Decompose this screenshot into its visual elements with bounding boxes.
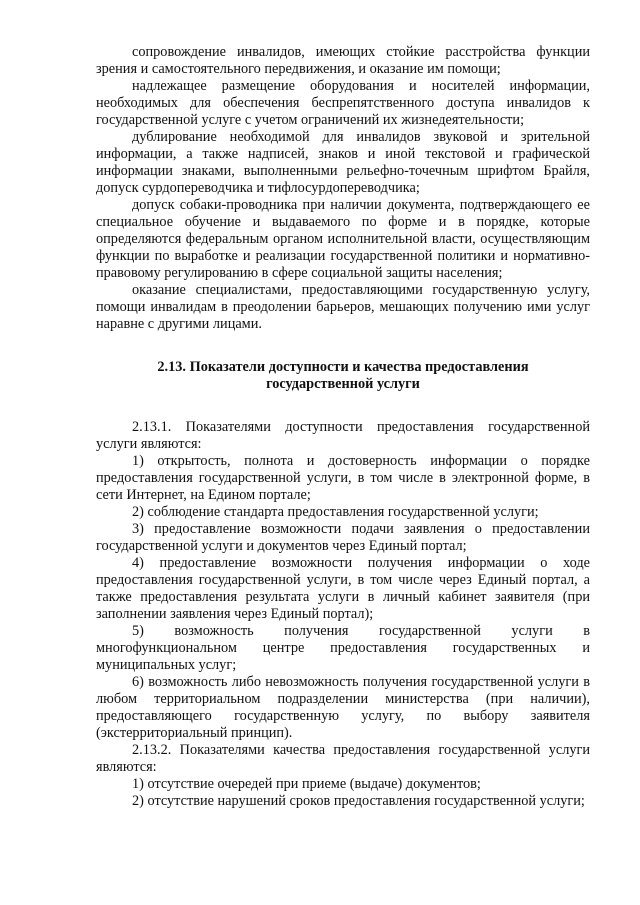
list-item-access-6: 6) возможность либо невозможность получения государственной услуги в любом территориальном подразделении министерства (при наличии), предоставляющего государственную услугу, по выбору заявителя (экстерриториальный принцип). <box>96 674 590 741</box>
list-item-access-1: 1) открытость, полнота и достоверность информации о порядке предоставления государственной услуги, в том числе в электронной форме, в сети Интернет, на Едином портале; <box>96 453 590 503</box>
paragraph-2-13-1: 2.13.1. Показателями доступности предоставления государственной услуги являются: <box>96 419 590 452</box>
list-item-quality-1: 1) отсутствие очередей при приеме (выдаче) документов; <box>132 776 481 792</box>
list-item-quality-2: 2) отсутствие нарушений сроков предоставления государственной услуги; <box>132 793 585 809</box>
paragraph-escort-disabled: сопровождение инвалидов, имеющих стойкие расстройства функции зрения и самостоятельного передвижения, и оказание им помощи; <box>96 44 590 77</box>
paragraph-equipment-placement: надлежащее размещение оборудования и носителей информации, необходимых для обеспечения беспрепятственного доступа инвалидов к государственной услуге с учетом ограничений их жизнедеятельности; <box>96 78 590 128</box>
paragraph-2-13-2: 2.13.2. Показателями качества предоставления государственной услуги являются: <box>96 742 590 775</box>
list-item-access-5: 5) возможность получения государственной услуги в многофункциональном центре предоставления государственных и муниципальных услуг; <box>96 623 590 673</box>
paragraph-guide-dog: допуск собаки-проводника при наличии документа, подтверждающего ее специальное обучение и выдаваемого по форме и в порядке, которые определяются федеральным органом исполнительной власти, осуществляющим функции по выработке и реализации государственной политики и нормативно-правовому регулированию в сфере социальной защиты населения; <box>96 197 590 281</box>
page-content <box>96 44 590 810</box>
paragraph-braille-duplication: дублирование необходимой для инвалидов звуковой и зрительной информации, а также надписей, знаков и иной текстовой и графической информации знаками, выполненными рельефно-точечным шрифтом Брайля, допуск сурдопереводчика и тифлосурдопереводчика; <box>96 129 590 196</box>
list-item-access-2: 2) соблюдение стандарта предоставления государственной услуги; <box>132 504 539 520</box>
paragraph-specialist-assistance: оказание специалистами, предоставляющими государственную услугу, помощи инвалидам в преодолении барьеров, мешающих получению ими услуг наравне с другими лицами. <box>96 282 590 332</box>
spacer <box>96 393 590 419</box>
section-title-line-2: государственной услуги <box>266 376 420 392</box>
section-title-line-1: 2.13. Показатели доступности и качества предоставления <box>157 359 529 375</box>
list-item-access-3: 3) предоставление возможности подачи заявления о предоставлении государственной услуги и документов через Единый портал; <box>96 521 590 554</box>
list-item-access-4: 4) предоставление возможности получения информации о ходе предоставления государственной услуги, в том числе через Единый портал, а также предоставления результата услуги в личный кабинет заявителя (при заполнении заявления через Единый портал); <box>96 555 590 622</box>
section-title <box>96 359 590 393</box>
